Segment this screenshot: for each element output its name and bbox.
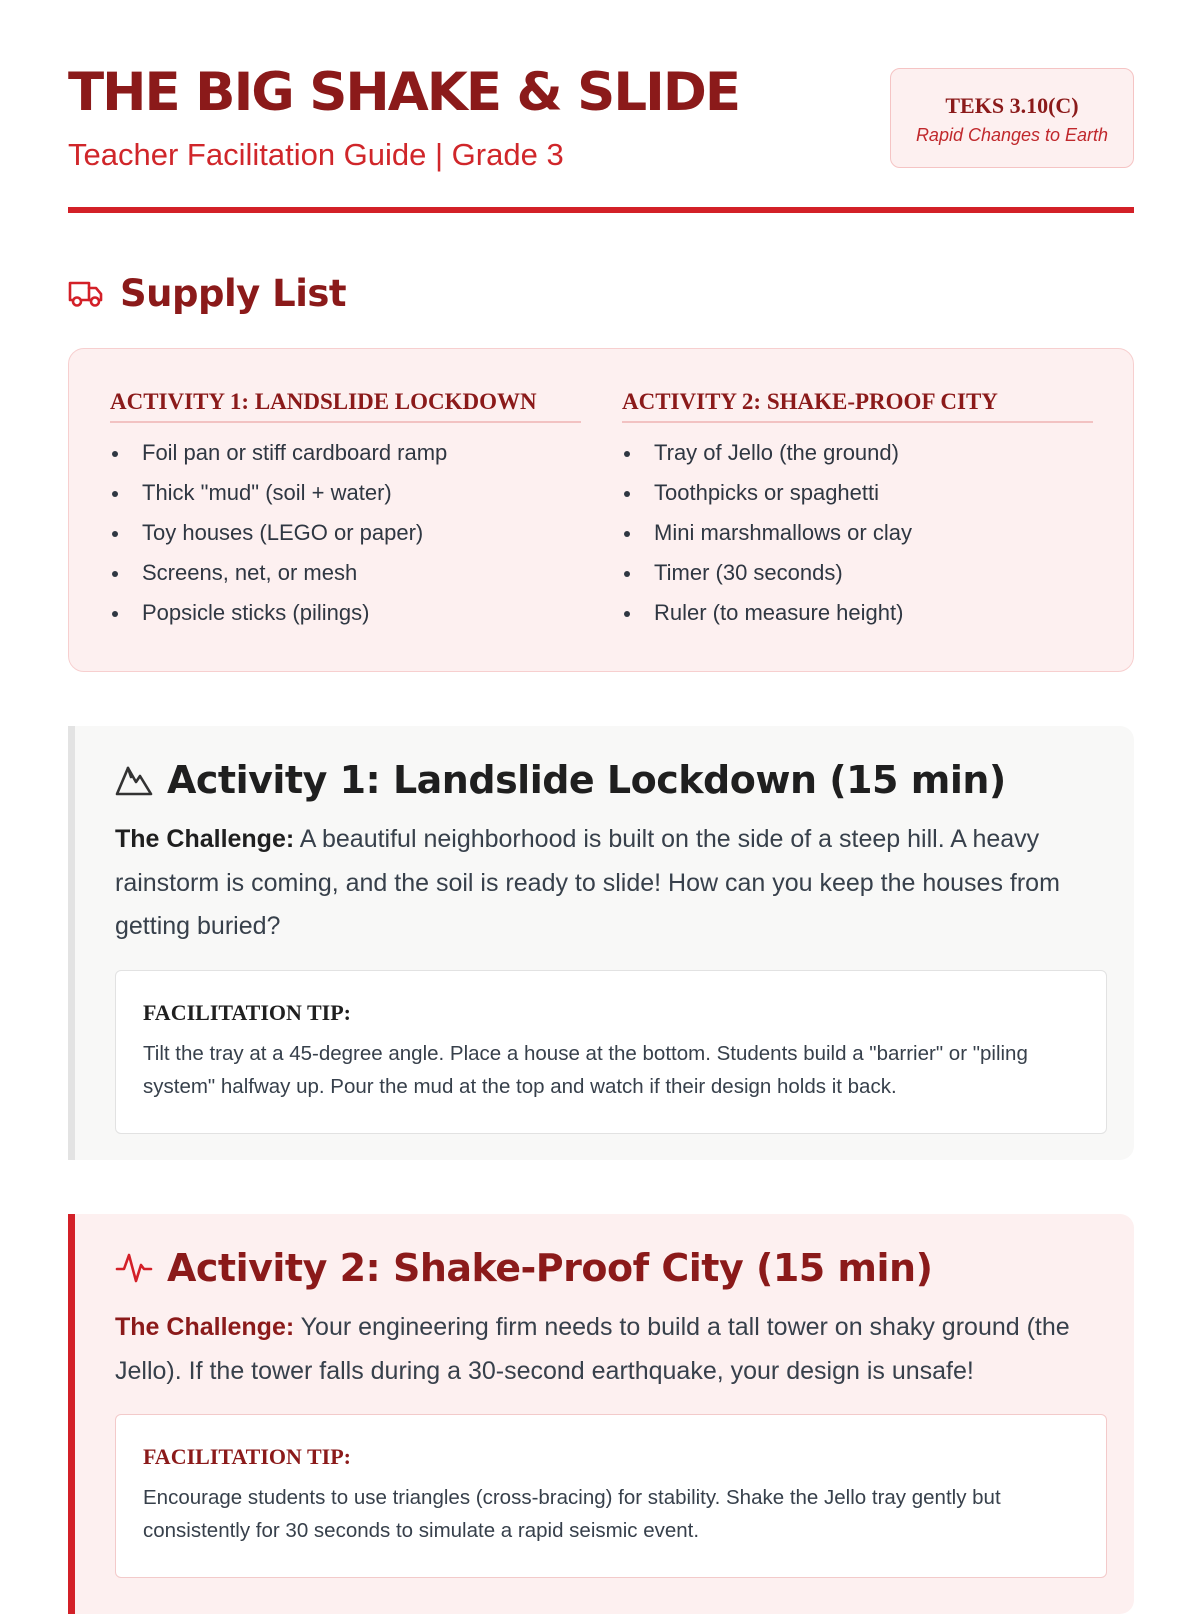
- activity-title: Activity 1: Landslide Lockdown (15 min): [167, 758, 1006, 802]
- supply-list-title: Supply List: [120, 271, 347, 315]
- guide-page: [68, 0, 1134, 1542]
- page-subtitle: Teacher Facilitation Guide | Grade 3: [68, 137, 564, 172]
- supply-column-title: ACTIVITY 1: LANDSLIDE LOCKDOWN: [110, 389, 581, 423]
- page-title: THE BIG SHAKE & SLIDE: [68, 62, 740, 123]
- activity-heading: [115, 754, 1006, 806]
- list-item: Timer (30 seconds): [622, 553, 1093, 593]
- challenge-body: Your engineering firm needs to build a tall tower on shaky ground (the Jello). If the tower falls during a 30-second earthquake, your design is unsafe!: [115, 1313, 1070, 1385]
- challenge-label: The Challenge:: [115, 1313, 295, 1341]
- supply-items: [110, 433, 581, 633]
- tip-text: Tilt the tray at a 45-degree angle. Place a house at the bottom. Students build a "barrier" or "piling system" halfway up. Pour the mud at the top and watch if their design holds it back.: [143, 1042, 1028, 1098]
- supply-column-activity-1: [110, 389, 581, 633]
- list-item: Toy houses (LEGO or paper): [110, 513, 581, 553]
- teks-description: Rapid Changes to Earth: [915, 125, 1109, 145]
- list-item: Toothpicks or spaghetti: [622, 473, 1093, 513]
- tip-text: Encourage students to use triangles (cross-bracing) for stability. Shake the Jello tray gently but consistently for 30 seconds to simulate a rapid seismic event.: [143, 1486, 1001, 1542]
- teks-badge: [890, 68, 1134, 168]
- list-item: Mini marshmallows or clay: [622, 513, 1093, 553]
- supply-column-activity-2: [622, 389, 1093, 633]
- list-item: Ruler (to measure height): [622, 593, 1093, 633]
- header-divider: [68, 207, 1134, 213]
- page-header: [68, 0, 1134, 212]
- activity-heading: [115, 1242, 932, 1294]
- list-item: Thick "mud" (soil + water): [110, 473, 581, 513]
- facilitation-tip: [115, 970, 1107, 1134]
- supply-column-title: ACTIVITY 2: SHAKE-PROOF CITY: [622, 389, 1093, 423]
- supply-list-box: [68, 348, 1134, 672]
- list-item: Popsicle sticks (pilings): [110, 593, 581, 633]
- supply-items: [622, 433, 1093, 633]
- activity-2-card: [68, 1214, 1134, 1614]
- challenge-body: A beautiful neighborhood is built on the side of a steep hill. A heavy rainstorm is coming, and the soil is ready to slide! How can you keep the houses from getting buried?: [115, 825, 1060, 940]
- tip-title: FACILITATION TIP:: [143, 1000, 352, 1025]
- challenge-text: [115, 1306, 1105, 1393]
- challenge-label: The Challenge:: [115, 825, 295, 853]
- teks-code: TEKS 3.10(C): [945, 93, 1079, 118]
- tip-title: FACILITATION TIP:: [143, 1444, 352, 1469]
- list-item: Foil pan or stiff cardboard ramp: [110, 433, 581, 473]
- activity-pulse-icon: [115, 1251, 153, 1285]
- activity-1-card: [68, 726, 1134, 1160]
- supply-list-heading: [68, 268, 346, 318]
- challenge-text: [115, 818, 1105, 949]
- facilitation-tip: [115, 1414, 1107, 1578]
- activity-title: Activity 2: Shake-Proof City (15 min): [167, 1246, 933, 1290]
- mountain-icon: [115, 763, 153, 797]
- truck-icon: [68, 277, 104, 309]
- list-item: Tray of Jello (the ground): [622, 433, 1093, 473]
- list-item: Screens, net, or mesh: [110, 553, 581, 593]
